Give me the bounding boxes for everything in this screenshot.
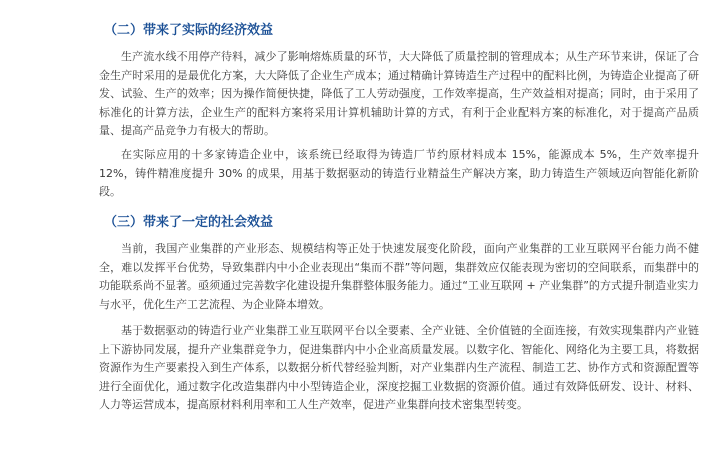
paragraph-social-benefits-2: 基于数据驱动的铸造行业产业集群工业互联网平台以全要素、全产业链、全价值链的全面连接，有效实现集群内产业链上下游协同发展，提升产业集群竞争力，促进集群内中小企业高质量发展。以数字化、智能化、网络化为主要工具，将数据资源作为生产要素投入到生产体系，以数据分析代替经验判断，对产业集群内生产流程、制造工艺、协作方式和资源配置等进行全面优化，通过数字化改造集群内中小型铸造企业，深度挖掘工业数据的资源价值。通过有效降低研发、设计、材料、人力等运营成本，提高原材料利用率和工人生产效率，促进产业集群向技术密集型转变。 bbox=[99, 324, 699, 411]
paragraph-economic-benefits-1: 生产流水线不用停产待料，减少了影响熔炼质量的环节，大大降低了质量控制的管理成本；从生产环节来讲，保证了合金生产时采用的是最优化方案，大大降低了企业生产成本；通过精确计算铸造生产过程中的配料比例，为铸造企业提高了研发、试验、生产的效率；因为操作简便快捷，降低了工人劳动强度，工作效率提高，生产效益相对提高；同时，由于采用了标准化的计算方法，企业生产的配料方案将采用计算机辅助计算的方式，有利于企业配料方案的标准化，对于提高产品质量、提高产品竞争力有极大的帮助。 bbox=[99, 50, 699, 137]
section-title-social-benefits: （三）带来了一定的社会效益 bbox=[104, 215, 274, 230]
paragraph-economic-benefits-2: 在实际应用的十多家铸造企业中，该系统已经取得为铸造厂节约原材料成本 15%，能源成本 5%，生产效率提升 12%，铸件精准度提升 30% 的成果，用基于数据驱动的铸造行业精益生产解决方案，助力铸造生产领域迈向智能化新阶段。 bbox=[99, 148, 699, 198]
section-title-economic-benefits: （二）带来了实际的经济效益 bbox=[104, 23, 274, 38]
paragraph-social-benefits-1: 当前，我国产业集群的产业形态、规模结构等正处于快速发展变化阶段，面向产业集群的工业互联网平台能力尚不健全，难以发挥平台优势，导致集群内中小企业表现出“集而不群”等问题，集群效应仅能表现为密切的空间联系，而集群中的功能联系尚不显著。亟须通过完善数字化建设提升集群整体服务能力。通过“工业互联网 + 产业集群”的方式提升制造业实力与水平，优化生产工艺流程、为企业降本增效。 bbox=[99, 242, 699, 311]
